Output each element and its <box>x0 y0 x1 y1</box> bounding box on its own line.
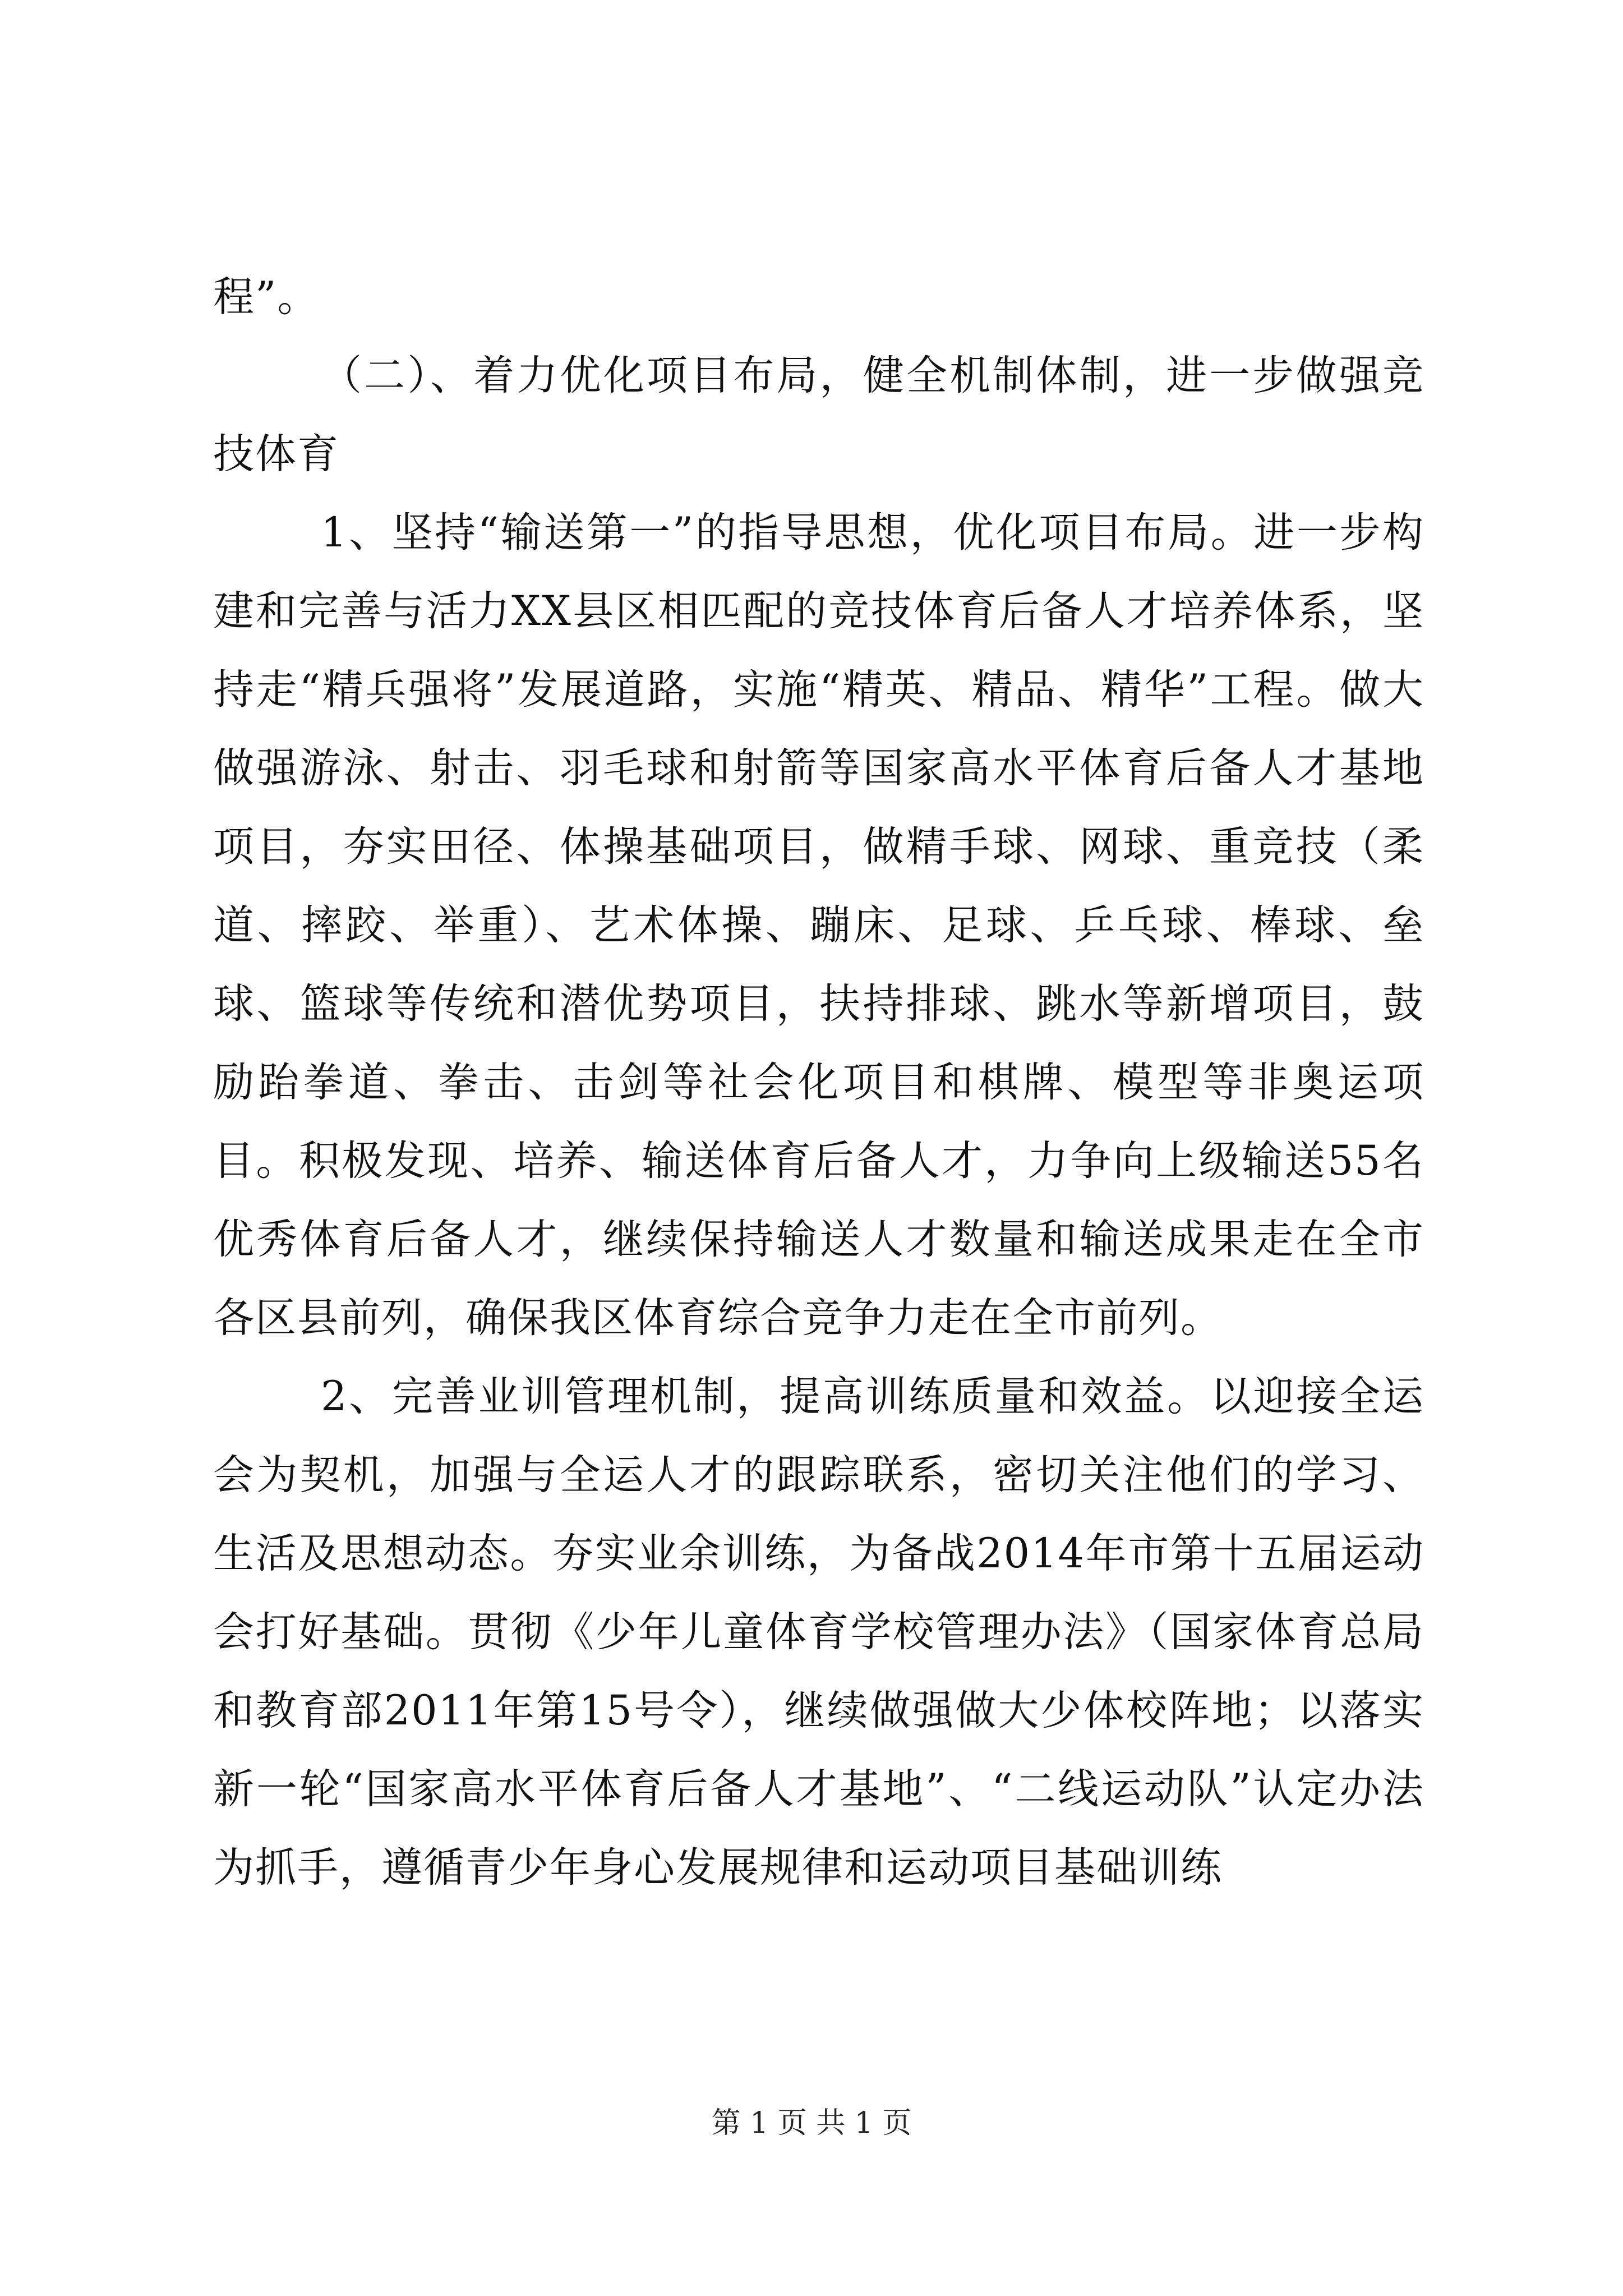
paragraph-item-1: 1、坚持“输送第一”的指导思想，优化项目布局。进一步构建和完善与活力XX县区相匹配的竞技体育后备人才培养体系，坚持走“精兵强将”发展道路，实施“精英、精品、精华”工程。做大做强游泳、射击、羽毛球和射箭等国家高水平体育后备人才基地项目，夯实田径、体操基础项目，做精手球、网球、重竞技（柔道、摔跤、举重）、艺术体操、蹦床、足球、乒乓球、棒球、垒球、篮球等传统和潜优势项目，扶持排球、跳水等新增项目，鼓励跆拳道、拳击、击剑等社会化项目和棋牌、模型等非奥运项目。积极发现、培养、输送体育后备人才，力争向上级输送55名优秀体育后备人才，继续保持输送人才数量和输送成果走在全市各区县前列，确保我区体育综合竞争力走在全市前列。 <box>213 509 1424 1342</box>
section-heading: （二）、着力优化项目布局，健全机制体制，进一步做强竞技体育 <box>213 352 1424 478</box>
document-body <box>213 258 1424 1907</box>
page-number-label: 第 1 页 共 1 页 <box>711 2106 912 2140</box>
paragraph-item-2: 2、完善业训管理机制，提高训练质量和效益。以迎接全运会为契机，加强与全运人才的跟踪联系，密切关注他们的学习、生活及思想动态。夯实业余训练，为备战2014年市第十五届运动会打好基础。贯彻《少年儿童体育学校管理办法》（国家体育总局和教育部2011年第15号令），继续做强做大少体校阵地；以落实新一轮“国家高水平体育后备人才基地”、“二线运动队”认定办法为抓手，遵循青少年身心发展规律和运动项目基础训练 <box>213 1373 1424 1892</box>
paragraph-continuation: 程”。 <box>213 273 320 321</box>
page-footer <box>0 2104 1623 2143</box>
